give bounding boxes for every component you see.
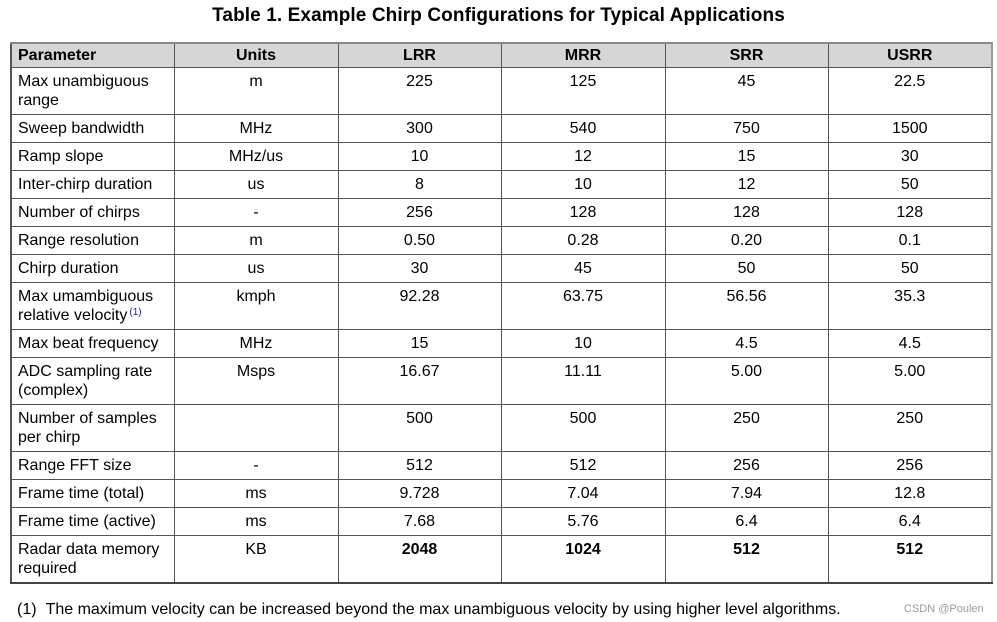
watermark: CSDN @Poulen <box>904 603 984 615</box>
units-cell: KB <box>174 536 338 584</box>
param-cell: Max beat frequency <box>11 330 174 358</box>
srr-cell: 512 <box>665 536 828 584</box>
table-row <box>11 227 992 255</box>
lrr-cell: 512 <box>338 452 501 480</box>
lrr-cell: 16.67 <box>338 358 501 405</box>
units-cell: Msps <box>174 358 338 405</box>
mrr-cell: 1024 <box>501 536 665 584</box>
table-row <box>11 508 992 536</box>
footnote-ref-link[interactable]: (1) <box>129 307 142 318</box>
lrr-cell: 8 <box>338 171 501 199</box>
param-cell: Radar data memory required <box>11 536 174 584</box>
srr-cell: 12 <box>665 171 828 199</box>
mrr-cell: 500 <box>501 405 665 452</box>
mrr-cell: 12 <box>501 143 665 171</box>
usrr-cell: 256 <box>828 452 992 480</box>
usrr-cell: 1500 <box>828 115 992 143</box>
table-row <box>11 115 992 143</box>
param-cell: Range FFT size <box>11 452 174 480</box>
units-cell: m <box>174 68 338 115</box>
units-cell: - <box>174 199 338 227</box>
srr-cell: 6.4 <box>665 508 828 536</box>
srr-cell: 128 <box>665 199 828 227</box>
usrr-cell: 250 <box>828 405 992 452</box>
units-cell: MHz <box>174 330 338 358</box>
srr-cell: 7.94 <box>665 480 828 508</box>
srr-cell: 256 <box>665 452 828 480</box>
mrr-cell: 7.04 <box>501 480 665 508</box>
table-row <box>11 480 992 508</box>
lrr-cell: 15 <box>338 330 501 358</box>
table-row <box>11 283 992 330</box>
lrr-cell: 9.728 <box>338 480 501 508</box>
usrr-cell: 5.00 <box>828 358 992 405</box>
usrr-cell: 22.5 <box>828 68 992 115</box>
header-units: Units <box>174 43 338 68</box>
header-srr: SRR <box>665 43 828 68</box>
lrr-cell: 7.68 <box>338 508 501 536</box>
mrr-cell: 10 <box>501 171 665 199</box>
srr-cell: 5.00 <box>665 358 828 405</box>
usrr-cell: 50 <box>828 171 992 199</box>
header-lrr: LRR <box>338 43 501 68</box>
mrr-cell: 45 <box>501 255 665 283</box>
srr-cell: 0.20 <box>665 227 828 255</box>
param-cell: Range resolution <box>11 227 174 255</box>
table-row <box>11 171 992 199</box>
usrr-cell: 4.5 <box>828 330 992 358</box>
lrr-cell: 300 <box>338 115 501 143</box>
mrr-cell: 128 <box>501 199 665 227</box>
units-cell: MHz/us <box>174 143 338 171</box>
units-cell: m <box>174 227 338 255</box>
table-row <box>11 405 992 452</box>
usrr-cell: 512 <box>828 536 992 584</box>
units-cell: ms <box>174 480 338 508</box>
header-usrr: USRR <box>828 43 992 68</box>
usrr-cell: 12.8 <box>828 480 992 508</box>
mrr-cell: 125 <box>501 68 665 115</box>
table-row <box>11 358 992 405</box>
mrr-cell: 5.76 <box>501 508 665 536</box>
table-row <box>11 452 992 480</box>
lrr-cell: 10 <box>338 143 501 171</box>
table-row <box>11 330 992 358</box>
param-cell <box>11 283 174 330</box>
units-cell: - <box>174 452 338 480</box>
mrr-cell: 540 <box>501 115 665 143</box>
lrr-cell: 30 <box>338 255 501 283</box>
param-cell: Frame time (active) <box>11 508 174 536</box>
srr-cell: 56.56 <box>665 283 828 330</box>
param-cell: ADC sampling rate (complex) <box>11 358 174 405</box>
footnote-number: (1) <box>17 601 37 618</box>
param-cell: Number of chirps <box>11 199 174 227</box>
mrr-cell: 63.75 <box>501 283 665 330</box>
srr-cell: 750 <box>665 115 828 143</box>
param-cell: Ramp slope <box>11 143 174 171</box>
srr-cell: 45 <box>665 68 828 115</box>
header-parameter: Parameter <box>11 43 174 68</box>
param-cell: Sweep bandwidth <box>11 115 174 143</box>
mrr-cell: 512 <box>501 452 665 480</box>
param-cell: Number of samples per chirp <box>11 405 174 452</box>
srr-cell: 4.5 <box>665 330 828 358</box>
mrr-cell: 11.11 <box>501 358 665 405</box>
lrr-cell: 256 <box>338 199 501 227</box>
param-cell: Inter-chirp duration <box>11 171 174 199</box>
param-cell: Frame time (total) <box>11 480 174 508</box>
chirp-config-table <box>10 42 993 584</box>
units-cell: kmph <box>174 283 338 330</box>
table-row <box>11 199 992 227</box>
mrr-cell: 10 <box>501 330 665 358</box>
srr-cell: 250 <box>665 405 828 452</box>
footnote-text: The maximum velocity can be increased beyond the max unambiguous velocity by using higher level algorithms. <box>45 601 841 618</box>
lrr-cell: 0.50 <box>338 227 501 255</box>
usrr-cell: 35.3 <box>828 283 992 330</box>
usrr-cell: 128 <box>828 199 992 227</box>
srr-cell: 50 <box>665 255 828 283</box>
usrr-cell: 50 <box>828 255 992 283</box>
table-row <box>11 143 992 171</box>
table-row <box>11 255 992 283</box>
lrr-cell: 2048 <box>338 536 501 584</box>
units-cell: us <box>174 255 338 283</box>
lrr-cell: 500 <box>338 405 501 452</box>
footnote <box>17 601 841 619</box>
param-cell: Max unambiguous range <box>11 68 174 115</box>
header-row <box>11 43 992 68</box>
units-cell <box>174 405 338 452</box>
mrr-cell: 0.28 <box>501 227 665 255</box>
param-cell: Chirp duration <box>11 255 174 283</box>
lrr-cell: 92.28 <box>338 283 501 330</box>
srr-cell: 15 <box>665 143 828 171</box>
header-mrr: MRR <box>501 43 665 68</box>
units-cell: MHz <box>174 115 338 143</box>
table-title: Table 1. Example Chirp Configurations for Typical Applications <box>212 5 785 26</box>
usrr-cell: 0.1 <box>828 227 992 255</box>
units-cell: us <box>174 171 338 199</box>
table-row <box>11 68 992 115</box>
lrr-cell: 225 <box>338 68 501 115</box>
usrr-cell: 6.4 <box>828 508 992 536</box>
units-cell: ms <box>174 508 338 536</box>
param-text: Max umambiguous relative velocity <box>18 288 154 324</box>
usrr-cell: 30 <box>828 143 992 171</box>
table-row <box>11 536 992 584</box>
